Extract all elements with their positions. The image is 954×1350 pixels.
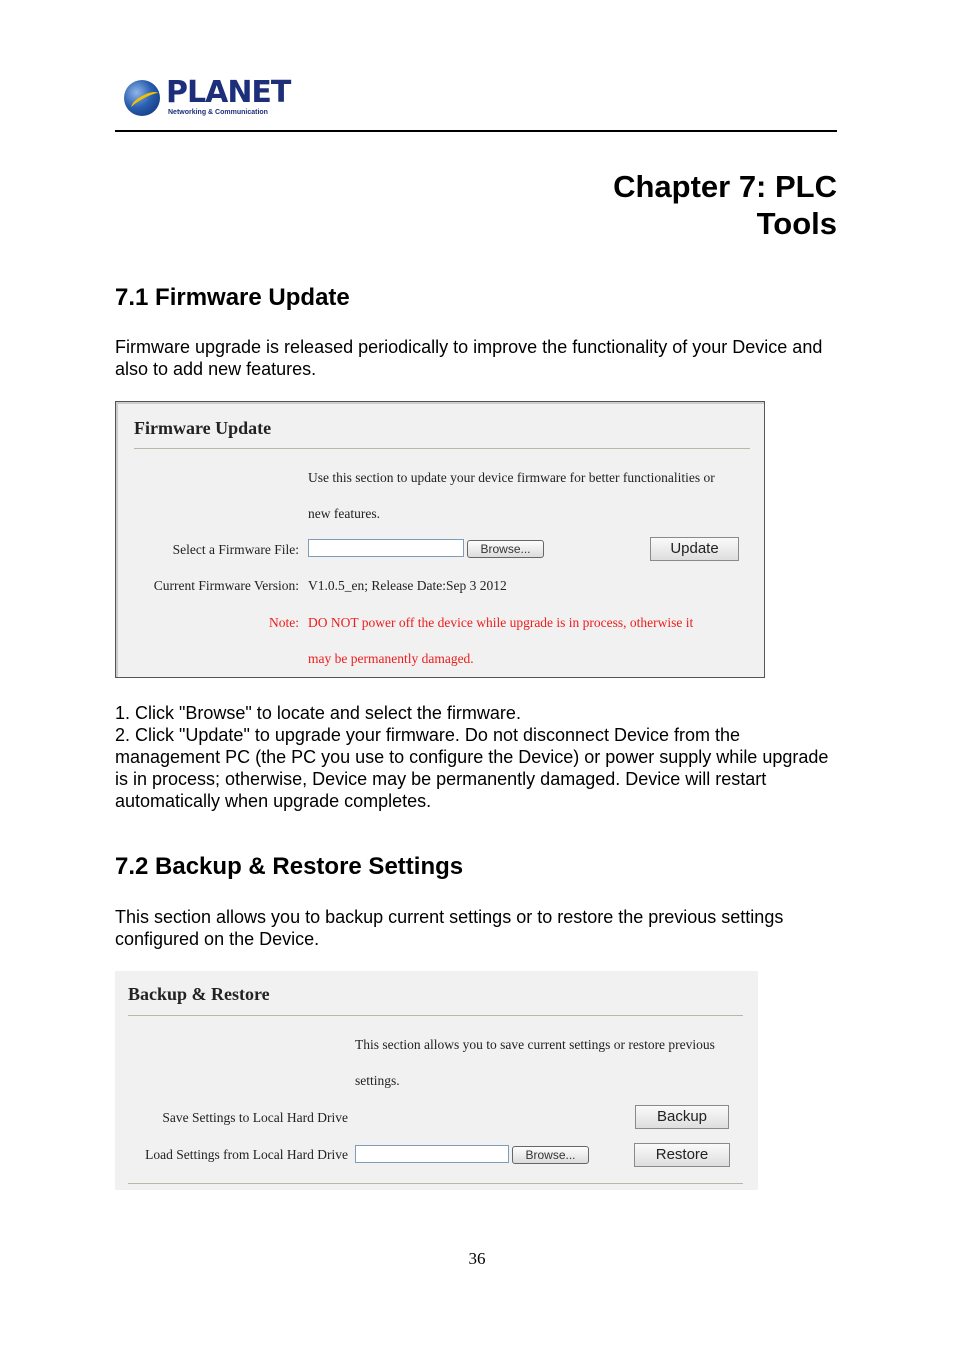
- chapter-title-line2: Tools: [756, 206, 837, 241]
- planet-logo: [122, 75, 291, 120]
- logo-brand: PLANET: [166, 75, 291, 110]
- panel-description-line1: This section allows you to save current settings or restore previous: [355, 1037, 715, 1052]
- panel-divider: [128, 1015, 743, 1016]
- browse-button[interactable]: Browse...: [467, 540, 544, 558]
- page-number: 36: [468, 1249, 486, 1268]
- firmware-version-label: Current Firmware Version:: [153, 578, 299, 593]
- backup-button[interactable]: Backup: [635, 1105, 729, 1129]
- step-2: 2. Click "Update" to upgrade your firmware. Do not disconnect Device from the management PC (the PC you use to configure the Device) or power supply while upgrade is in process; otherwise, Device may be permanently damaged. Device will restart automatically when upgrade completes.: [115, 725, 829, 811]
- firmware-update-panel: [115, 401, 765, 678]
- backup-restore-panel: [115, 971, 758, 1190]
- step-1: 1. Click "Browse" to locate and select the firmware.: [115, 703, 521, 723]
- note-label: Note:: [269, 615, 299, 630]
- panel-title: Backup & Restore: [128, 984, 270, 1004]
- chapter-title-line1: Chapter 7: PLC: [613, 169, 837, 204]
- update-button[interactable]: Update: [650, 537, 739, 561]
- firmware-file-input[interactable]: [308, 539, 464, 557]
- settings-file-input[interactable]: [355, 1145, 509, 1163]
- select-file-label: Select a Firmware File:: [172, 542, 299, 557]
- logo-tagline: Networking & Communication: [168, 109, 268, 116]
- header-divider: [115, 130, 837, 132]
- panel-bottom-divider: [128, 1183, 743, 1184]
- panel-divider: [134, 448, 750, 449]
- note-text-line2: may be permanently damaged.: [308, 651, 474, 666]
- panel-description-line1: Use this section to update your device firmware for better functionalities or: [308, 470, 715, 485]
- section-heading-firmware: 7.1 Firmware Update: [115, 284, 350, 311]
- section-heading-backup: 7.2 Backup & Restore Settings: [115, 853, 464, 880]
- firmware-version-value: V1.0.5_en; Release Date:Sep 3 2012: [308, 578, 507, 593]
- restore-button[interactable]: Restore: [634, 1143, 730, 1167]
- globe-icon: [124, 80, 160, 116]
- note-text-line1: DO NOT power off the device while upgrade is in process, otherwise it: [308, 615, 694, 630]
- browse-button[interactable]: Browse...: [512, 1146, 589, 1164]
- save-settings-label: Save Settings to Local Hard Drive: [162, 1110, 348, 1125]
- section-intro-firmware: Firmware upgrade is released periodically to improve the functionality of your Device and also to add new features.: [115, 337, 823, 379]
- chapter-title: [537, 168, 837, 242]
- panel-description-line2: settings.: [355, 1073, 400, 1088]
- section-intro-backup: This section allows you to backup current settings or to restore the previous settings configured on the Device.: [115, 907, 784, 949]
- panel-title: Firmware Update: [134, 418, 272, 438]
- panel-description-line2: new features.: [308, 506, 380, 521]
- load-settings-label: Load Settings from Local Hard Drive: [145, 1147, 348, 1162]
